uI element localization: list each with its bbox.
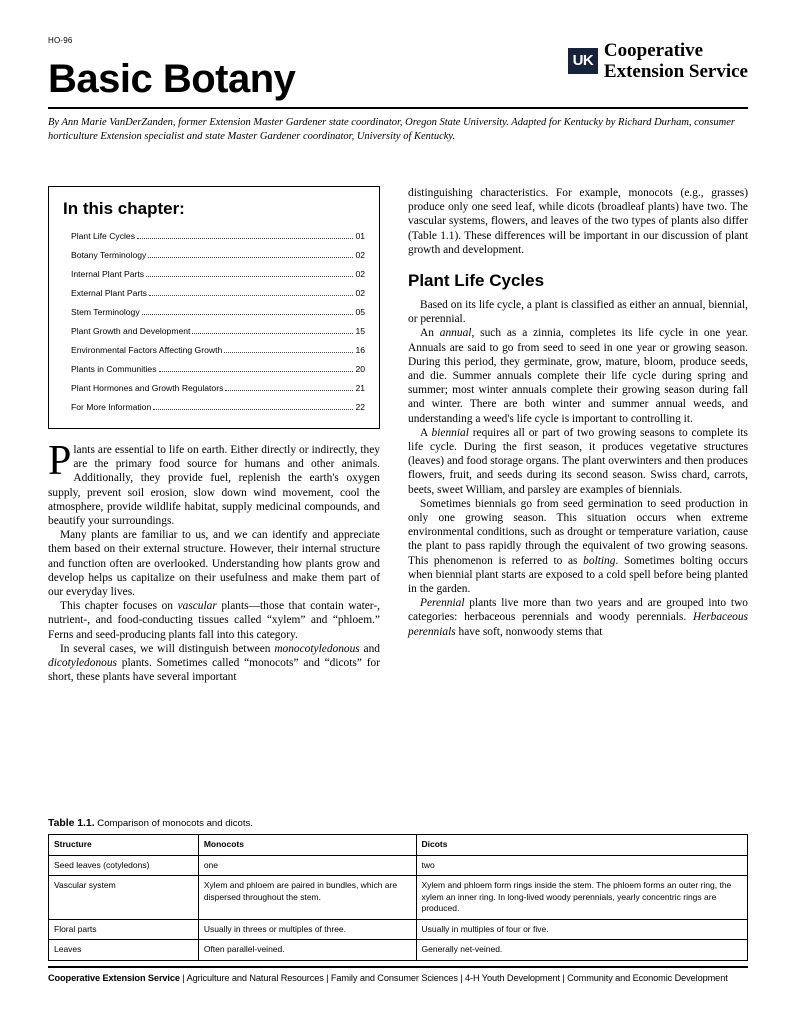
monocots-dicots-table <box>48 834 748 961</box>
toc-item-page: 02 <box>355 250 365 260</box>
toc-leader-dots <box>149 288 353 296</box>
perennial-emphasis: Perennial <box>420 597 465 610</box>
left-body-text <box>48 438 380 684</box>
paragraph-bolting <box>408 497 748 596</box>
footer-bold-label: Cooperative Extension Service <box>48 973 180 983</box>
brand-line-1: Cooperative <box>603 40 704 61</box>
vascular-post: plants—those that contain water-, nutrient-, and food-conducting tissues called “xylem” and “phloem.” Ferns and seed-producing plants fall into this category. <box>48 600 380 641</box>
toc-leader-dots <box>142 307 354 315</box>
byline: By Ann Marie VanDerZanden, former Extension Master Gardener state coordinator, Oregon State University. Adapted for Kentucky by Richard Durham, consumer horticulture Extension specialist and state Master Gardener coordinator, University of Kentucky. <box>48 117 735 142</box>
cell-monocots: Xylem and phloem are paired in bundles, which are dispersed throughout the stem. <box>198 876 416 920</box>
toc-item-label: Botany Terminology <box>71 250 147 260</box>
footer-program-list: | Agriculture and Natural Resources | Family and Consumer Sciences | 4-H Youth Development | Community and Economic Development <box>179 973 728 983</box>
cell-structure: Floral parts <box>49 919 199 940</box>
publication-id: HO-96 <box>48 36 73 45</box>
vascular-pre: This chapter focuses on <box>60 600 178 613</box>
toc-leader-dots <box>153 402 353 410</box>
cell-dicots: Usually in multiples of four or five. <box>416 919 748 940</box>
toc-item-label: External Plant Parts <box>71 288 147 298</box>
toc-item-page: 05 <box>355 307 365 317</box>
paragraph-many-plants: Many plants are familiar to us, and we can identify and appreciate them based on their external structure. However, their internal structure and function often are overlooked. Understanding how plants grow and develop helps us capitalize on their usefulness and make them part of our everyday lives. <box>48 529 380 599</box>
right-body-text <box>408 186 748 257</box>
toc-item-label: Plant Growth and Development <box>71 326 191 336</box>
table-header-row <box>49 835 748 856</box>
toc-item-botany-terminology[interactable] <box>71 250 365 260</box>
page-header <box>48 36 748 144</box>
perennial-post: have soft, nonwoody stems that <box>455 625 603 638</box>
column-header-monocots: Monocots <box>198 835 416 856</box>
brand-text <box>604 40 748 82</box>
paragraph-biennial <box>408 426 748 497</box>
table-caption <box>48 818 748 829</box>
plant-life-cycles-text <box>408 298 748 639</box>
paragraph-distinguishing-characteristics: distinguishing characteristics. For example, monocots (e.g., grasses) produce only one seed leaf, while dicots (broadleaf plants) have two. The vascular systems, flowers, and leaves of the two types of plants also differ (Table 1.1). These differences will be important in our discussion of plant growth and development. <box>408 187 748 256</box>
left-column <box>48 186 380 684</box>
drop-cap: P <box>48 438 72 484</box>
toc-heading: In this chapter: <box>63 199 185 218</box>
dicotyledonous-emphasis: dicotyledonous <box>48 657 117 670</box>
toc-item-label: Plants in Communities <box>71 364 157 374</box>
cell-monocots: Usually in threes or multiples of three. <box>198 919 416 940</box>
column-header-dicots: Dicots <box>416 835 748 856</box>
monocot-post: plants. Sometimes called “monocots” and “dicots” for short, these plants have several important <box>48 657 380 684</box>
toc-item-page: 02 <box>355 269 365 279</box>
toc-item-page: 16 <box>355 345 365 355</box>
footer-divider <box>48 966 748 968</box>
toc-item-internal-plant-parts[interactable] <box>71 269 365 279</box>
annual-emphasis: annual <box>439 327 472 340</box>
table-caption-label: Table 1.1. <box>48 818 95 829</box>
table-row <box>49 876 748 920</box>
paragraph-life-cycle-intro: Based on its life cycle, a plant is classified as either an annual, biennial, or perennial. <box>408 299 748 326</box>
toc-item-page: 20 <box>355 364 365 374</box>
perennial-mid: plants live more than two years and are grouped into two categories: herbaceous perennials and woody perennials. <box>408 597 748 624</box>
title-divider <box>48 107 748 109</box>
toc-item-for-more-information[interactable] <box>71 402 365 412</box>
cell-dicots: Generally net-veined. <box>416 940 748 961</box>
toc-item-stem-terminology[interactable] <box>71 307 365 317</box>
cell-monocots: Often parallel-veined. <box>198 940 416 961</box>
toc-item-label: Plant Life Cycles <box>71 231 136 241</box>
cell-monocots: one <box>198 855 416 876</box>
cell-dicots: two <box>416 855 748 876</box>
intro-paragraph-text: lants are essential to life on earth. Either directly or indirectly, they are the primary food source for humans and other animals. Additionally, they provide fuel, replenish the earth's oxygen supply, prevent soil erosion, slow down wind movement, cool the atmosphere, provide wildlife habitat, supply medicinal compounds, and beautify your surroundings. <box>48 444 380 528</box>
monocot-pre: In several cases, we will distinguish between <box>60 642 275 655</box>
toc-item-plants-in-communities[interactable] <box>71 364 365 374</box>
paragraph-vascular-plants <box>48 599 380 642</box>
paragraph-monocot-dicot <box>48 642 380 685</box>
vascular-emphasis: vascular <box>177 600 217 613</box>
monocot-mid: and <box>359 642 380 655</box>
annual-post: , such as a zinnia, completes its life cycle in one year. Annuals are said to go from seed to seed in one year or growing season. During this period, they germinate, grow, mature, bloom, produce seeds, and die. Summer annuals complete their life cycle during spring and summer; most winter annuals complete their growing season during fall and winter. There are both winter and summer annual weeds, and understanding a weed's life cycle is important to controlling it. <box>408 327 748 425</box>
toc-item-page: 22 <box>355 402 365 412</box>
intro-paragraph <box>48 438 380 528</box>
toc-item-label: Stem Terminology <box>71 307 140 317</box>
toc-item-label: Environmental Factors Affecting Growth <box>71 345 223 355</box>
toc-leader-dots <box>146 269 353 277</box>
toc-leader-dots <box>137 231 353 239</box>
monocotyledonous-emphasis: monocotyledonous <box>274 642 360 655</box>
column-header-structure: Structure <box>49 835 199 856</box>
table-caption-text: Comparison of monocots and dicots. <box>94 818 253 829</box>
bolting-emphasis: bolting <box>583 554 616 567</box>
in-this-chapter-box <box>48 186 380 429</box>
toc-leader-dots <box>225 383 353 391</box>
toc-item-plant-life-cycles[interactable] <box>71 231 365 241</box>
biennial-post: requires all or part of two growing seasons to complete its life cycle. During the first season, it produces vegetative structures (leaves) and food storage organs. The plant overwinters and then produces flowers, fruit, and seeds during its second season. Swiss chard, carrots, beets, sweet William, and parsley are examples of biennials. <box>408 426 748 496</box>
right-column <box>408 186 748 639</box>
toc-item-page: 02 <box>355 288 365 298</box>
uk-logo-icon: UK <box>568 48 598 74</box>
comparison-table-section <box>48 818 748 961</box>
section-heading-plant-life-cycles: Plant Life Cycles <box>408 271 545 291</box>
toc-item-environmental-factors[interactable] <box>71 345 365 355</box>
footer-text <box>48 973 748 983</box>
page-title: Basic Botany <box>48 57 296 101</box>
bolting-post: . Sometimes bolting occurs when biennial plant starts are exposed to a cold spell before being planted in the garden. <box>408 554 748 596</box>
toc-item-label: Internal Plant Parts <box>71 269 145 279</box>
cell-structure: Seed leaves (cotyledons) <box>49 855 199 876</box>
toc-item-plant-growth-and-development[interactable] <box>71 326 365 336</box>
table-row <box>49 855 748 876</box>
toc-leader-dots <box>159 364 354 372</box>
toc-item-plant-hormones[interactable] <box>71 383 365 393</box>
toc-item-page: 21 <box>355 383 365 393</box>
cell-structure: Leaves <box>49 940 199 961</box>
page-footer <box>48 966 748 983</box>
table-row <box>49 919 748 940</box>
toc-item-page: 15 <box>355 326 365 336</box>
biennial-emphasis: biennial <box>431 426 469 439</box>
cell-dicots: Xylem and phloem form rings inside the stem. The phloem forms an outer ring, the xylem an inner ring. In long-lived woody perennials, yearly concentric rings are produced. <box>416 876 748 920</box>
toc-item-page: 01 <box>355 231 365 241</box>
toc-item-label: For More Information <box>71 402 152 412</box>
uk-cooperative-extension-brand <box>568 40 748 82</box>
paragraph-annual <box>408 326 748 425</box>
herbaceous-perennials-emphasis: Herbaceous perennials <box>408 611 748 638</box>
brand-line-2: Extension Service <box>603 61 748 82</box>
annual-pre: An <box>420 327 440 340</box>
bolting-pre: Sometimes biennials go from seed germination to seed production in only one growing season. This situation occurs when extreme environmental conditions, such as drought or temperature variation, cause the plant to pass rapidly through the equivalent of two growing seasons. This phenomenon is referred to as <box>408 497 748 567</box>
toc-leader-dots <box>192 326 353 334</box>
biennial-pre: A <box>420 426 432 439</box>
toc-leader-dots <box>224 345 353 353</box>
table-row <box>49 940 748 961</box>
toc-item-external-plant-parts[interactable] <box>71 288 365 298</box>
cell-structure: Vascular system <box>49 876 199 920</box>
paragraph-perennial <box>408 596 748 639</box>
toc-item-label: Plant Hormones and Growth Regulators <box>71 383 224 393</box>
toc-leader-dots <box>148 250 353 258</box>
